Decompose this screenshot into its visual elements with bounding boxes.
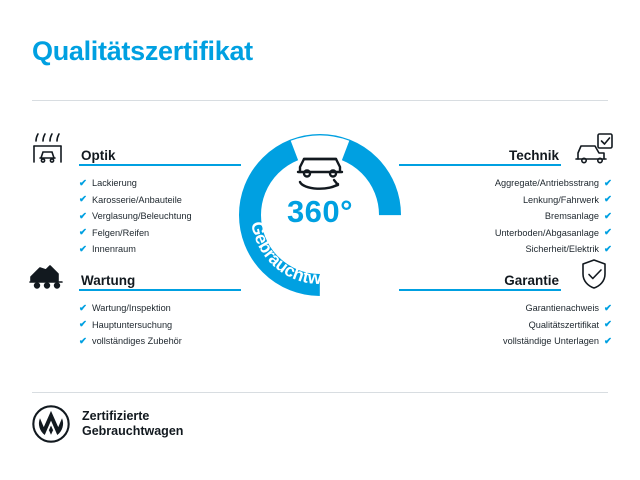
list-item [399, 192, 614, 209]
section-title: Technik [508, 148, 559, 163]
section-underline [79, 289, 241, 291]
check-icon: ✔ [604, 177, 612, 189]
item-label: Garantienachweis [525, 303, 600, 313]
list-item [26, 300, 241, 317]
item-label: Lenkung/Fahrwerk [522, 194, 600, 205]
check-icon: ✔ [79, 243, 87, 255]
badge-degrees: 360° [286, 194, 354, 229]
check-icon: ✔ [79, 227, 87, 238]
item-label: Innenraum [91, 244, 136, 254]
section-header-optik [26, 140, 241, 166]
check-icon: ✔ [79, 302, 87, 314]
check-icon: ✔ [604, 210, 612, 222]
list-item [399, 175, 614, 192]
list-item [26, 192, 241, 209]
check-icon: ✔ [604, 335, 612, 347]
item-label: Lackierung [91, 178, 137, 188]
check-icon: ✔ [79, 210, 87, 222]
item-label: Verglasung/Beleuchtung [91, 211, 192, 221]
gebrauchtwagen-check-badge [227, 122, 413, 308]
list-item [399, 208, 614, 225]
check-icon: ✔ [79, 319, 87, 330]
section-header-garantie [399, 265, 614, 291]
section-underline [399, 289, 561, 291]
check-icon: ✔ [604, 243, 612, 255]
item-label: vollständige Unterlagen [503, 336, 600, 346]
section-technik [399, 140, 614, 274]
item-label: Qualitätszertifikat [528, 319, 600, 330]
section-title: Optik [81, 148, 116, 163]
section-underline [399, 164, 561, 166]
item-label: Unterboden/Abgasanlage [494, 227, 600, 238]
list-item [399, 317, 614, 334]
item-label: Bremsanlage [544, 211, 600, 221]
svg-text:Gebrauchtwagen-Check [247, 220, 392, 289]
checklist-garantie [399, 300, 614, 350]
section-header-wartung [26, 265, 241, 291]
list-item [26, 333, 241, 350]
list-item [26, 175, 241, 192]
section-underline [79, 164, 241, 166]
item-label: Sicherheit/Elektrik [525, 244, 600, 254]
footer-divider [32, 392, 608, 393]
list-item [26, 225, 241, 242]
section-wartung [26, 265, 241, 366]
check-icon: ✔ [79, 194, 87, 205]
footer-text [82, 409, 183, 439]
checklist-wartung [26, 300, 241, 350]
list-item [399, 225, 614, 242]
item-label: Wartung/Inspektion [91, 303, 171, 313]
section-optik [26, 140, 241, 274]
section-title: Garantie [504, 273, 559, 288]
check-icon: ✔ [604, 194, 612, 205]
footer-line-1: Zertifizierte [82, 409, 150, 423]
vw-logo [32, 405, 70, 443]
list-item [399, 300, 614, 317]
section-garantie [399, 265, 614, 366]
list-item [399, 333, 614, 350]
list-item [26, 317, 241, 334]
item-label: vollständiges Zubehör [91, 336, 182, 346]
footer-brand [32, 405, 183, 443]
item-label: Karosserie/Anbauteile [91, 194, 182, 205]
checklist-technik [399, 175, 614, 258]
checklist-optik [26, 175, 241, 258]
item-label: Hauptuntersuchung [91, 319, 173, 330]
car-front-icon [298, 159, 342, 189]
check-icon: ✔ [604, 319, 612, 330]
footer-line-2: Gebrauchtwagen [82, 424, 184, 438]
section-title: Wartung [81, 273, 136, 288]
title-divider [32, 100, 608, 101]
item-label: Aggregate/Antriebsstrang [494, 178, 600, 188]
item-label: Felgen/Reifen [91, 227, 150, 238]
check-icon: ✔ [604, 227, 612, 238]
list-item [26, 241, 241, 258]
list-item [26, 208, 241, 225]
check-icon: ✔ [79, 335, 87, 347]
check-icon: ✔ [604, 302, 612, 314]
section-header-technik [399, 140, 614, 166]
list-item [399, 241, 614, 258]
page-title: Qualitätszertifikat [32, 36, 253, 66]
badge-arc-text: Gebrauchtwagen-Check [247, 219, 393, 289]
check-icon: ✔ [79, 177, 87, 189]
